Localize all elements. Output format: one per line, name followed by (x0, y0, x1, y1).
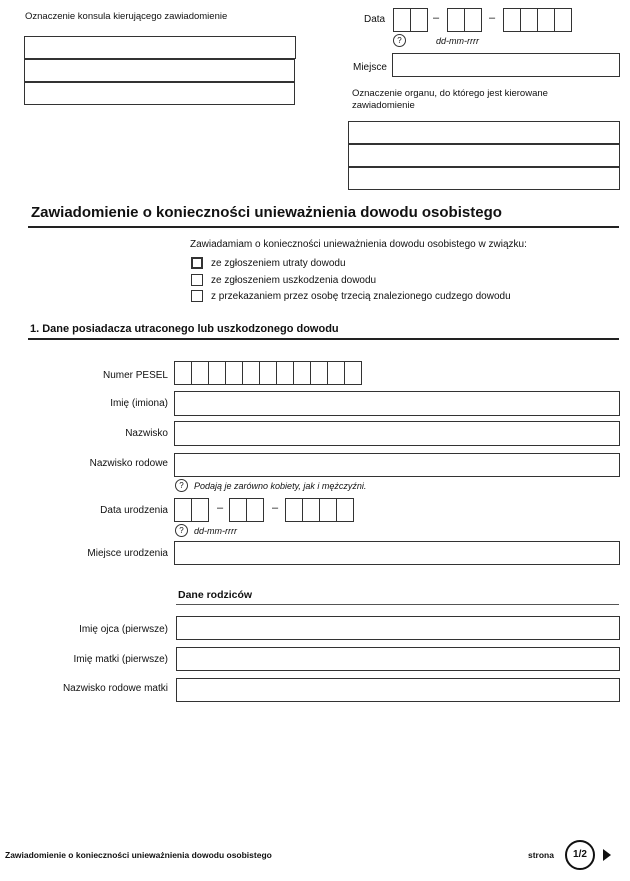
option-loss[interactable] (191, 257, 346, 269)
date-separator: – (489, 12, 496, 24)
consul-field-line-1[interactable] (24, 36, 296, 59)
pesel-cells[interactable] (174, 361, 361, 385)
place-label: Miejsce (353, 62, 387, 73)
checkbox[interactable] (191, 290, 203, 302)
option-label: z przekazaniem przez osobę trzecią znalezionego cudzego dowodu (211, 290, 511, 302)
digit-cell[interactable] (174, 361, 192, 385)
option-damage[interactable] (191, 274, 376, 286)
mother-family-name-label: Nazwisko rodowe matki (62, 683, 168, 694)
next-page-arrow-icon[interactable] (603, 849, 611, 861)
info-icon: ? (393, 34, 406, 47)
birth-day-cells[interactable] (174, 498, 208, 522)
consul-field-line-3[interactable] (24, 82, 295, 105)
birth-place-input[interactable] (174, 541, 620, 565)
family-name-hint-text: Podają je zarówno kobiety, jak i mężczyźni. (194, 480, 367, 491)
birth-date-separator: – (272, 502, 279, 514)
checkbox[interactable] (191, 274, 203, 286)
parents-title: Dane rodziców (178, 589, 253, 601)
digit-cell[interactable] (310, 361, 328, 385)
digit-cell[interactable] (276, 361, 294, 385)
info-icon: ? (175, 479, 188, 492)
mother-name-input[interactable] (176, 647, 620, 671)
date-label: Data (364, 14, 386, 25)
digit-cell[interactable] (302, 498, 320, 522)
digit-cell[interactable] (327, 361, 345, 385)
info-icon: ? (175, 524, 188, 537)
date-month-cells[interactable] (447, 8, 481, 32)
form-title: Zawiadomienie o konieczności unieważnienia dowodu osobistego (31, 204, 502, 221)
digit-cell[interactable] (174, 498, 192, 522)
date-year-cells[interactable] (503, 8, 571, 32)
first-name-input[interactable] (174, 391, 620, 416)
digit-cell[interactable] (285, 498, 303, 522)
digit-cell[interactable] (503, 8, 521, 32)
first-name-label: Imię (imiona) (110, 398, 168, 409)
page-number-badge: 1/2 (565, 840, 595, 870)
birth-month-cells[interactable] (229, 498, 263, 522)
father-name-label: Imię ojca (pierwsze) (79, 624, 168, 635)
consul-label: Oznaczenie konsula kierującego zawiadomienie (25, 11, 228, 22)
birth-date-separator: – (217, 502, 224, 514)
digit-cell[interactable] (447, 8, 465, 32)
digit-cell[interactable] (410, 8, 428, 32)
digit-cell[interactable] (225, 361, 243, 385)
birth-year-cells[interactable] (285, 498, 353, 522)
intro-text: Zawiadamiam o konieczności unieważnienia dowodu osobistego w związku: (190, 239, 527, 250)
date-hint (393, 34, 479, 47)
footer-page-label: strona (528, 850, 554, 860)
consul-field-line-2[interactable] (24, 59, 295, 82)
place-input[interactable] (392, 53, 620, 77)
digit-cell[interactable] (393, 8, 411, 32)
option-label: ze zgłoszeniem uszkodzenia dowodu (211, 274, 377, 286)
digit-cell[interactable] (537, 8, 555, 32)
digit-cell[interactable] (293, 361, 311, 385)
digit-cell[interactable] (259, 361, 277, 385)
mother-name-label: Imię matki (pierwsze) (73, 654, 168, 665)
surname-label: Nazwisko (125, 428, 168, 439)
digit-cell[interactable] (229, 498, 247, 522)
digit-cell[interactable] (520, 8, 538, 32)
date-separator: – (433, 12, 440, 24)
family-name-label: Nazwisko rodowe (89, 458, 168, 469)
digit-cell[interactable] (554, 8, 572, 32)
pesel-label: Numer PESEL (102, 370, 168, 381)
family-name-hint (175, 479, 366, 492)
birth-place-label: Miejsce urodzenia (87, 548, 168, 559)
family-name-input[interactable] (174, 453, 620, 477)
birth-date-hint (175, 524, 237, 537)
digit-cell[interactable] (336, 498, 354, 522)
section1-rule (28, 338, 619, 340)
date-hint-text: dd-mm-rrrr (436, 35, 479, 46)
digit-cell[interactable] (208, 361, 226, 385)
authority-field-line-3[interactable] (348, 167, 620, 190)
section1-title: 1. Dane posiadacza utraconego lub uszkodzonego dowodu (30, 323, 339, 335)
digit-cell[interactable] (246, 498, 264, 522)
date-day-cells[interactable] (393, 8, 427, 32)
authority-field-line-1[interactable] (348, 121, 620, 144)
digit-cell[interactable] (191, 498, 209, 522)
father-name-input[interactable] (176, 616, 620, 640)
title-rule (28, 226, 619, 228)
digit-cell[interactable] (191, 361, 209, 385)
authority-label: Oznaczenie organu, do którego jest kierowane zawiadomienie (352, 88, 548, 111)
footer-doc-title: Zawiadomienie o konieczności unieważnienia dowodu osobistego (5, 850, 272, 860)
birth-date-hint-text: dd-mm-rrrr (194, 525, 237, 536)
digit-cell[interactable] (319, 498, 337, 522)
birth-date-label: Data urodzenia (100, 505, 168, 516)
authority-field-line-2[interactable] (348, 144, 620, 167)
digit-cell[interactable] (242, 361, 260, 385)
checkbox[interactable] (191, 257, 203, 269)
option-label: ze zgłoszeniem utraty dowodu (211, 257, 346, 269)
surname-input[interactable] (174, 421, 620, 446)
option-found[interactable] (191, 290, 511, 302)
mother-family-name-input[interactable] (176, 678, 620, 702)
digit-cell[interactable] (344, 361, 362, 385)
digit-cell[interactable] (464, 8, 482, 32)
parents-rule (176, 604, 619, 605)
